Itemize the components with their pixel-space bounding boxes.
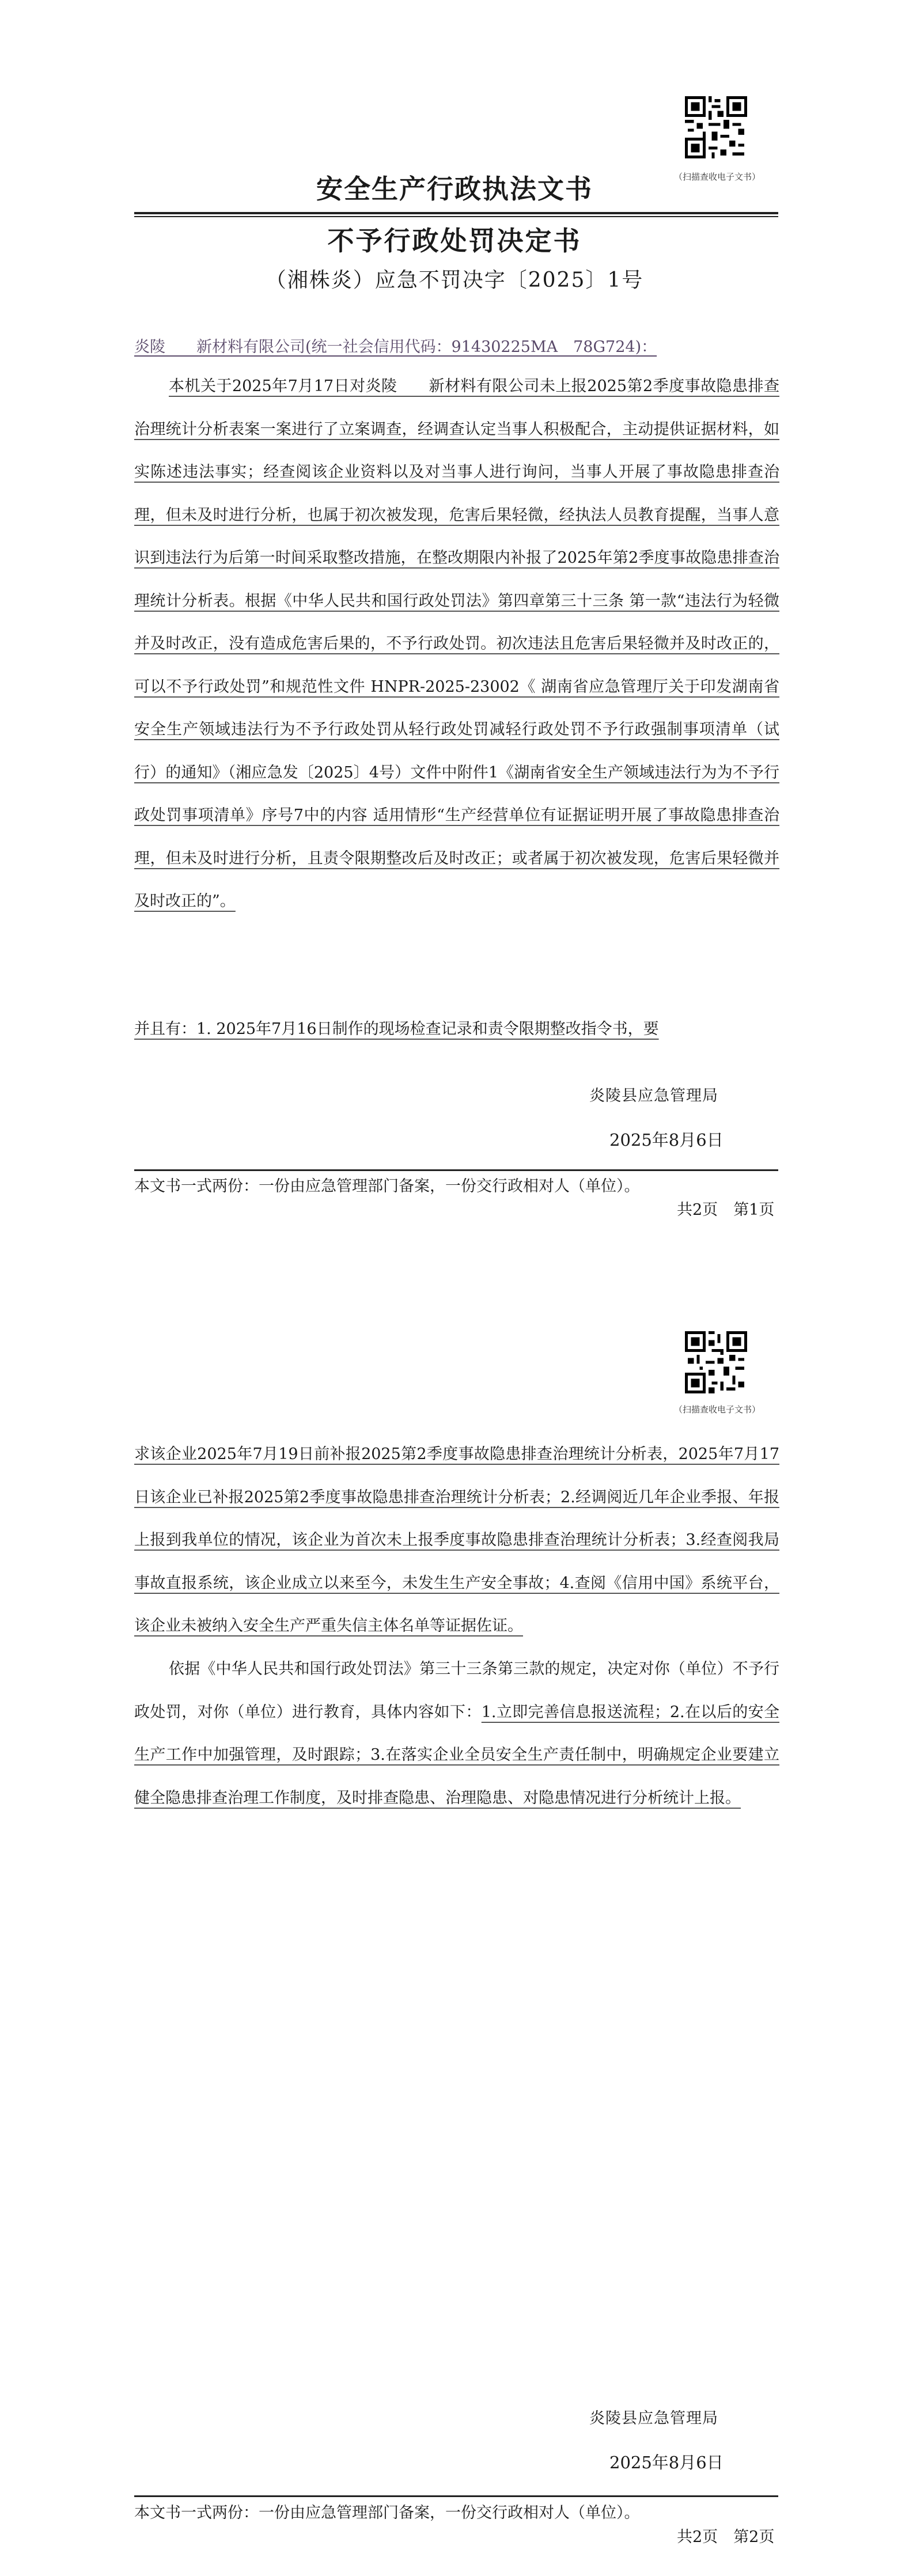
- footer-note: 本文书一式两份：一份由应急管理部门备案，一份交行政相对人（单位）。: [134, 2504, 640, 2522]
- page-number: 共2页 第1页: [677, 1201, 775, 1219]
- page-number: 共2页 第2页: [677, 2528, 775, 2546]
- page2-decision: [134, 1648, 779, 1820]
- title-rule-thick: [134, 212, 778, 214]
- decision-title: 不予行政处罚决定书: [327, 225, 582, 256]
- footer-rule: [134, 2495, 778, 2497]
- qr-caption: （扫描查收电子文书）: [673, 1404, 760, 1415]
- issuer: 炎陵县应急管理局: [589, 2410, 718, 2427]
- issue-date: 2025年8月6日: [609, 1130, 724, 1150]
- issue-date: 2025年8月6日: [609, 2453, 724, 2472]
- title-rule-thin: [134, 216, 778, 217]
- addressee-text: 炎陵 新材料有限公司(统一社会信用代码：91430225MA 78G724)：: [134, 338, 657, 356]
- qr-code-icon[interactable]: [685, 96, 747, 158]
- page1-body-text: 本机关于2025年7月17日对炎陵 新材料有限公司未上报2025第2季度事故隐患排查治理统计分析表案一案进行了立案调查，经调查认定当事人积极配合，主动提供证据材料，如实陈述违法事实；经查阅该企业资料以及对当事人进行询问，当事人开展了事故隐患排查治理，但未及时进行分析，也属于初次被发现，危害后果轻微，经执法人员教育提醒，当事人意识到违法行为后第一时间采取整改措施，在整改期限内补报了2025年第2季度事故隐患排查治理统计分析表。根据《中华人民共和国行政处罚法》第四章第三十三条 第一款“违法行为轻微并及时改正，没有造成危害后果的，不予行政处罚。初次违法且危害后果轻微并及时改正的，可以不予行政处罚”和规范性文件 HNPR-2025-23002《 湖南省应急管理厅关于印发湖南省安全生产领域违法行为不予行政处罚从轻行政处罚减轻行政处罚不予行政强制事项清单（试行）的通知》（湘应急发〔2025〕4号）文件中附件1《湖南省安全生产领域违法行为为不予行政处罚事项清单》序号7中的内容 适用情形“生产经营单位有证据证明开展了事故隐患排查治理，但未及时进行分析，且责令限期整改后及时改正；或者属于初次被发现，危害后果轻微并及时改正的”。: [134, 377, 779, 910]
- qr-code-icon[interactable]: [685, 1331, 747, 1393]
- page1-evidence: [134, 1008, 779, 1051]
- page1-evidence-text: 并且有：1. 2025年7月16日制作的现场检查记录和责令限期整改指令书，要: [134, 1020, 659, 1038]
- qr-caption: （扫描查收电子文书）: [673, 172, 760, 182]
- footer-note: 本文书一式两份：一份由应急管理部门备案，一份交行政相对人（单位）。: [134, 1177, 640, 1195]
- page2-decision-intro: 依据《中华人民共和国行政处罚法》第三十三条第三款的规定，决定对你（单位）不予行政处罚，对你（单位）进行教育，具体内容如下：: [134, 1660, 779, 1721]
- addressee: [134, 334, 778, 357]
- page2-decision-items: 1.立即完善信息报送流程；2.在以后的安全生产工作中加强管理，及时跟踪；3.在落实企业全员安全生产责任制中，明确规定企业要建立健全隐患排查治理工作制度，及时排查隐患、治理隐患、对隐患情况进行分析统计上报。: [134, 1703, 779, 1807]
- page1-body: [134, 365, 779, 923]
- document-title: 安全生产行政执法文书: [316, 173, 593, 204]
- page-2: [0, 1288, 909, 2576]
- document-number: （湘株炎）应急不罚决字〔2025〕1号: [265, 268, 644, 292]
- issuer: 炎陵县应急管理局: [589, 1087, 718, 1105]
- footer-rule: [134, 1169, 778, 1171]
- page2-evidence: [134, 1433, 779, 1648]
- page2-evidence-text: 求该企业2025年7月19日前补报2025第2季度事故隐患排查治理统计分析表，2025年7月17日该企业已补报2025第2季度事故隐患排查治理统计分析表；2.经调阅近几年企业季报、年报上报到我单位的情况，该企业为首次未上报季度事故隐患排查治理统计分析表；3.经查阅我局事故直报系统，该企业成立以来至今，未发生生产安全事故；4.查阅《信用中国》系统平台，该企业未被纳入安全生产严重失信主体名单等证据佐证。: [134, 1445, 779, 1635]
